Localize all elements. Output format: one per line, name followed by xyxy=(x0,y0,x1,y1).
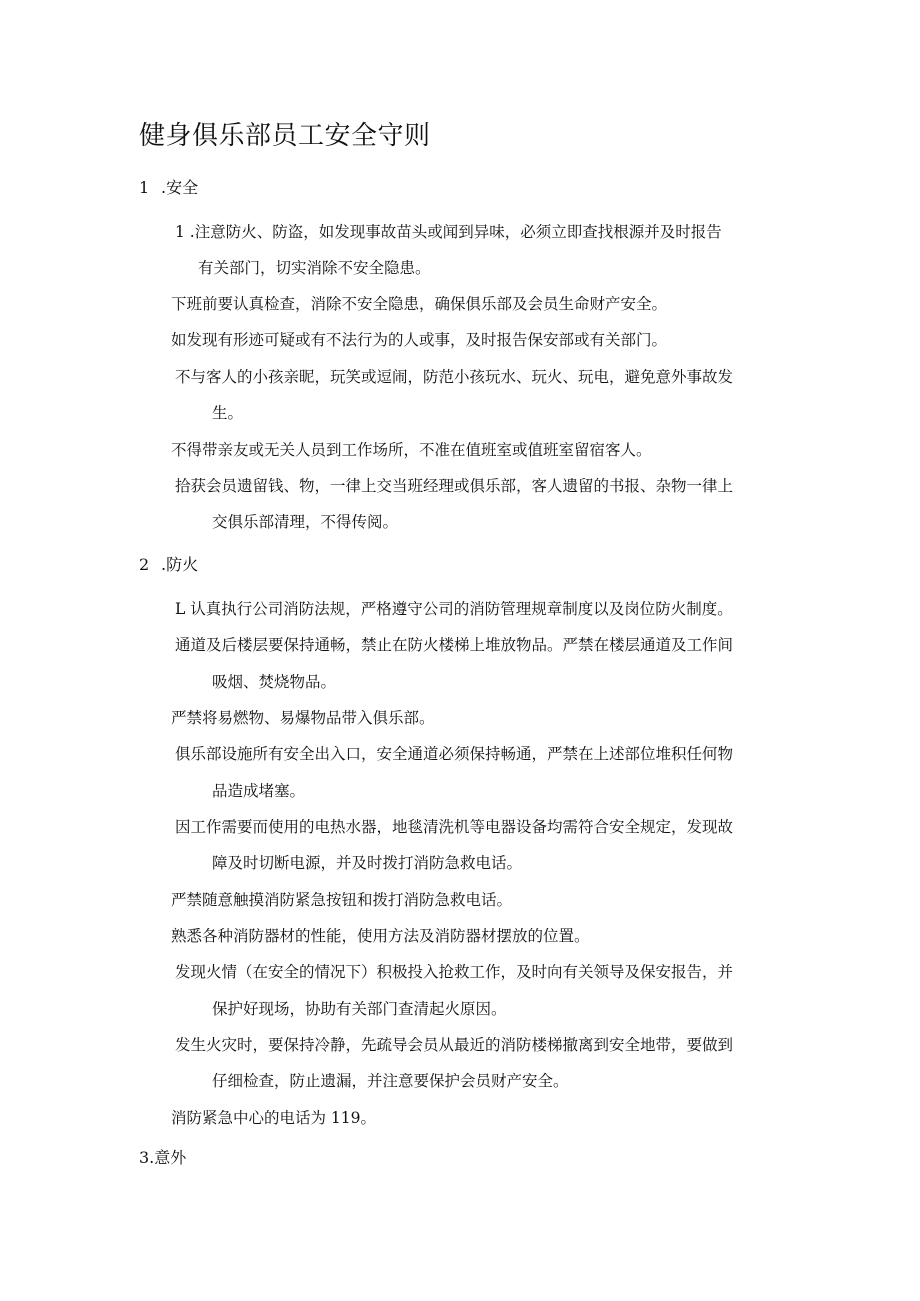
paragraph-line: 熟悉各种消防器材的性能，使用方法及消防器材摆放的位置。 xyxy=(171,927,590,945)
paragraph-line: 不得带亲友或无关人员到工作场所，不准在值班室或值班室留宿客人。 xyxy=(171,441,652,459)
paragraph-line: 仔细检查，防止遗漏，并注意要保护会员财产安全。 xyxy=(212,1072,569,1090)
paragraph-line: 如发现有形迹可疑或有不法行为的人或事，及时报告保安部或有关部门。 xyxy=(171,331,668,349)
paragraph-line: 发现火情（在安全的情况下）积极投入抢救工作，及时向有关领导及保安报告，并 xyxy=(175,963,734,981)
section-label: .防火 xyxy=(161,555,199,574)
section-heading-accident: 3.意外 xyxy=(139,1148,187,1167)
paragraph-line: 吸烟、焚烧物品。 xyxy=(212,673,337,691)
section-label: .安全 xyxy=(161,178,199,197)
paragraph-line: 通道及后楼层要保持通畅，禁止在防火楼梯上堆放物品。严禁在楼层通道及工作间 xyxy=(175,636,734,654)
section-heading-fire xyxy=(139,552,198,575)
document-title: 健身俱乐部员工安全守则 xyxy=(139,121,431,151)
section-heading-safety xyxy=(139,175,198,198)
paragraph-line: 有关部门，切实消除不安全隐患。 xyxy=(198,259,431,277)
paragraph-line: 障及时切断电源，并及时拨打消防急救电话。 xyxy=(212,854,523,872)
paragraph-line: 生。 xyxy=(212,404,244,422)
paragraph-line: 下班前要认真检查，消除不安全隐患，确保俱乐部及会员生命财产安全。 xyxy=(171,295,668,313)
paragraph-line: 不与客人的小孩亲昵，玩笑或逗闹，防范小孩玩水、玩火、玩电，避免意外事故发 xyxy=(175,368,734,386)
paragraph-line: 交俱乐部清理，不得传阅。 xyxy=(212,513,399,531)
paragraph-line: 品造成堵塞。 xyxy=(212,782,306,800)
section-number: 1 xyxy=(139,178,150,197)
paragraph-line: 拾获会员遗留钱、物，一律上交当班经理或俱乐部，客人遗留的书报、杂物一律上 xyxy=(175,477,734,495)
section-number: 2 xyxy=(139,555,150,574)
paragraph-line: 1 .注意防火、防盗，如发现事故苗头或闻到异味，必须立即查找根源并及时报告 xyxy=(175,223,722,241)
paragraph-line: 俱乐部设施所有安全出入口，安全通道必须保持畅通，严禁在上述部位堆积任何物 xyxy=(175,745,734,763)
paragraph-line: L 认真执行公司消防法规，严格遵守公司的消防管理规章制度以及岗位防火制度。 xyxy=(175,600,733,618)
paragraph-line: 发生火灾时，要保持冷静，先疏导会员从最近的消防楼梯撤离到安全地带，要做到 xyxy=(175,1036,734,1054)
paragraph-line: 严禁将易燃物、易爆物品带入俱乐部。 xyxy=(171,709,435,727)
paragraph-line: 严禁随意触摸消防紧急按钮和拨打消防急救电话。 xyxy=(171,891,513,909)
paragraph-line: 保护好现场，协助有关部门查清起火原因。 xyxy=(212,1000,507,1018)
paragraph-line: 消防紧急中心的电话为 119。 xyxy=(171,1109,377,1127)
paragraph-line: 因工作需要而使用的电热水器，地毯清洗机等电器设备均需符合安全规定，发现故 xyxy=(175,818,734,836)
